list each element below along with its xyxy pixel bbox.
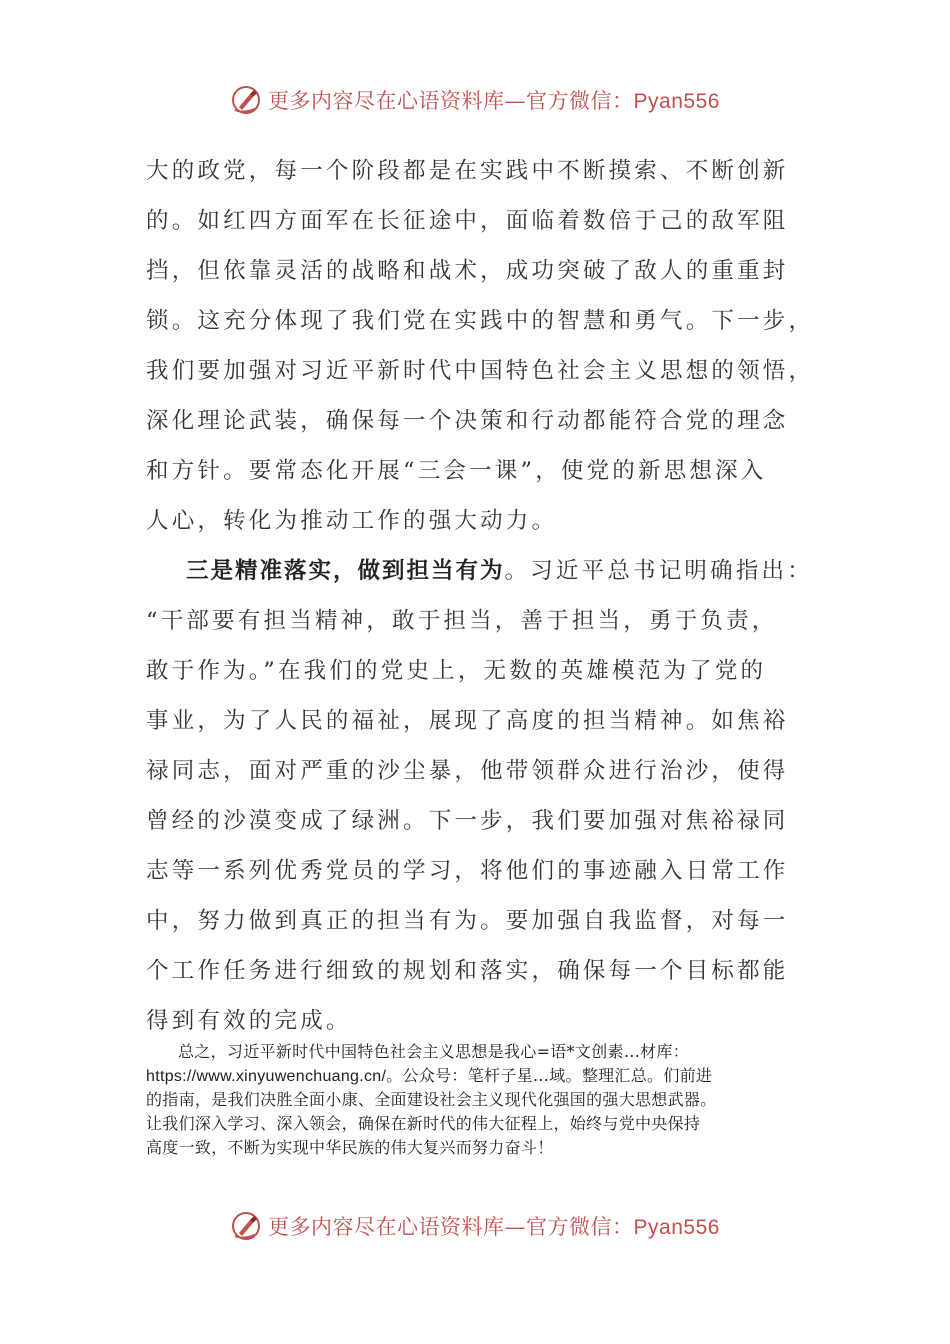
body-text: [146, 146, 815, 1046]
header-wechat-id: Pyan556: [633, 90, 720, 113]
paragraph-line: 我们要加强对习近平新时代中国特色社会主义思想的领悟，: [146, 358, 815, 384]
footer-brand: [230, 1210, 720, 1242]
paragraph-line: 事业，为了人民的福祉，展现了高度的担当精神。如焦裕: [146, 708, 789, 734]
page-header: [0, 84, 950, 116]
header-brand-text: 更多内容尽在心语资料库—官方微信：Pyan556: [268, 89, 720, 113]
paragraph-line: 挡，但依靠灵活的战略和战术，成功突破了敌人的重重封: [146, 258, 789, 284]
pen-logo-icon: [230, 84, 262, 116]
section-heading: 三是精准落实，做到担当有为: [186, 558, 505, 584]
paragraph-line: 敢于作为。”在我们的党史上，无数的英雄模范为了党的: [146, 658, 767, 684]
footer-brand-text: 更多内容尽在心语资料库—官方微信：Pyan556: [268, 1215, 720, 1239]
summary-line: 高度一致，不断为实现中华民族的伟大复兴而努力奋斗！: [146, 1138, 554, 1157]
paragraph-line: 志等一系列优秀党员的学习，将他们的事迹融入日常工作: [146, 858, 789, 884]
paragraph-line: 深化理论武装，确保每一个决策和行动都能符合党的理念: [146, 408, 789, 434]
summary-paragraph: [146, 1040, 816, 1160]
paragraph-line: 人心，转化为推动工作的强大动力。: [146, 508, 558, 534]
summary-line: 总之，习近平新时代中国特色社会主义思想是我心=语*文创素…材库：: [178, 1042, 690, 1061]
section-heading-line: [146, 546, 813, 596]
paragraph-line: 个工作任务进行细致的规划和落实，确保每一个目标都能: [146, 958, 789, 984]
paragraph-line: 的。如红四方面军在长征途中，面临着数倍于己的敌军阻: [146, 208, 789, 234]
paragraph-line: “干部要有担当精神，敢于担当，善于担当，勇于负责，: [146, 608, 778, 634]
page-footer: [0, 1210, 950, 1242]
website-link[interactable]: https://www.xinyuwenchuang.cn/: [146, 1068, 387, 1085]
summary-line: 让我们深入学习、深入领会，确保在新时代的伟大征程上，始终与党中央保持: [146, 1114, 701, 1133]
summary-line: 的指南，是我们决胜全面小康、全面建设社会主义现代化强国的强大思想武器。: [146, 1090, 717, 1109]
section-heading-rest: 。习近平总书记明确指出：: [504, 558, 813, 584]
summary-line-rest: 。公众号：笔杆子星…域。整理汇总。们前进: [386, 1066, 713, 1085]
paragraph-line: 得到有效的完成。: [146, 1008, 352, 1034]
paragraph-line: 和方针。要常态化开展“三会一课”，使党的新思想深入: [146, 458, 767, 484]
paragraph-line: 大的政党，每一个阶段都是在实践中不断摸索、不断创新: [146, 158, 789, 184]
footer-wechat-id: Pyan556: [633, 1216, 720, 1239]
summary-line: [146, 1064, 816, 1088]
pen-logo-icon: [230, 1210, 262, 1242]
paragraph-line: 曾经的沙漠变成了绿洲。下一步，我们要加强对焦裕禄同: [146, 808, 789, 834]
paragraph-line: 锁。这充分体现了我们党在实践中的智慧和勇气。下一步，: [146, 308, 815, 334]
paragraph-line: 中，努力做到真正的担当有为。要加强自我监督，对每一: [146, 908, 789, 934]
header-brand: [230, 84, 720, 116]
paragraph-line: 禄同志，面对严重的沙尘暴，他带领群众进行治沙，使得: [146, 758, 789, 784]
